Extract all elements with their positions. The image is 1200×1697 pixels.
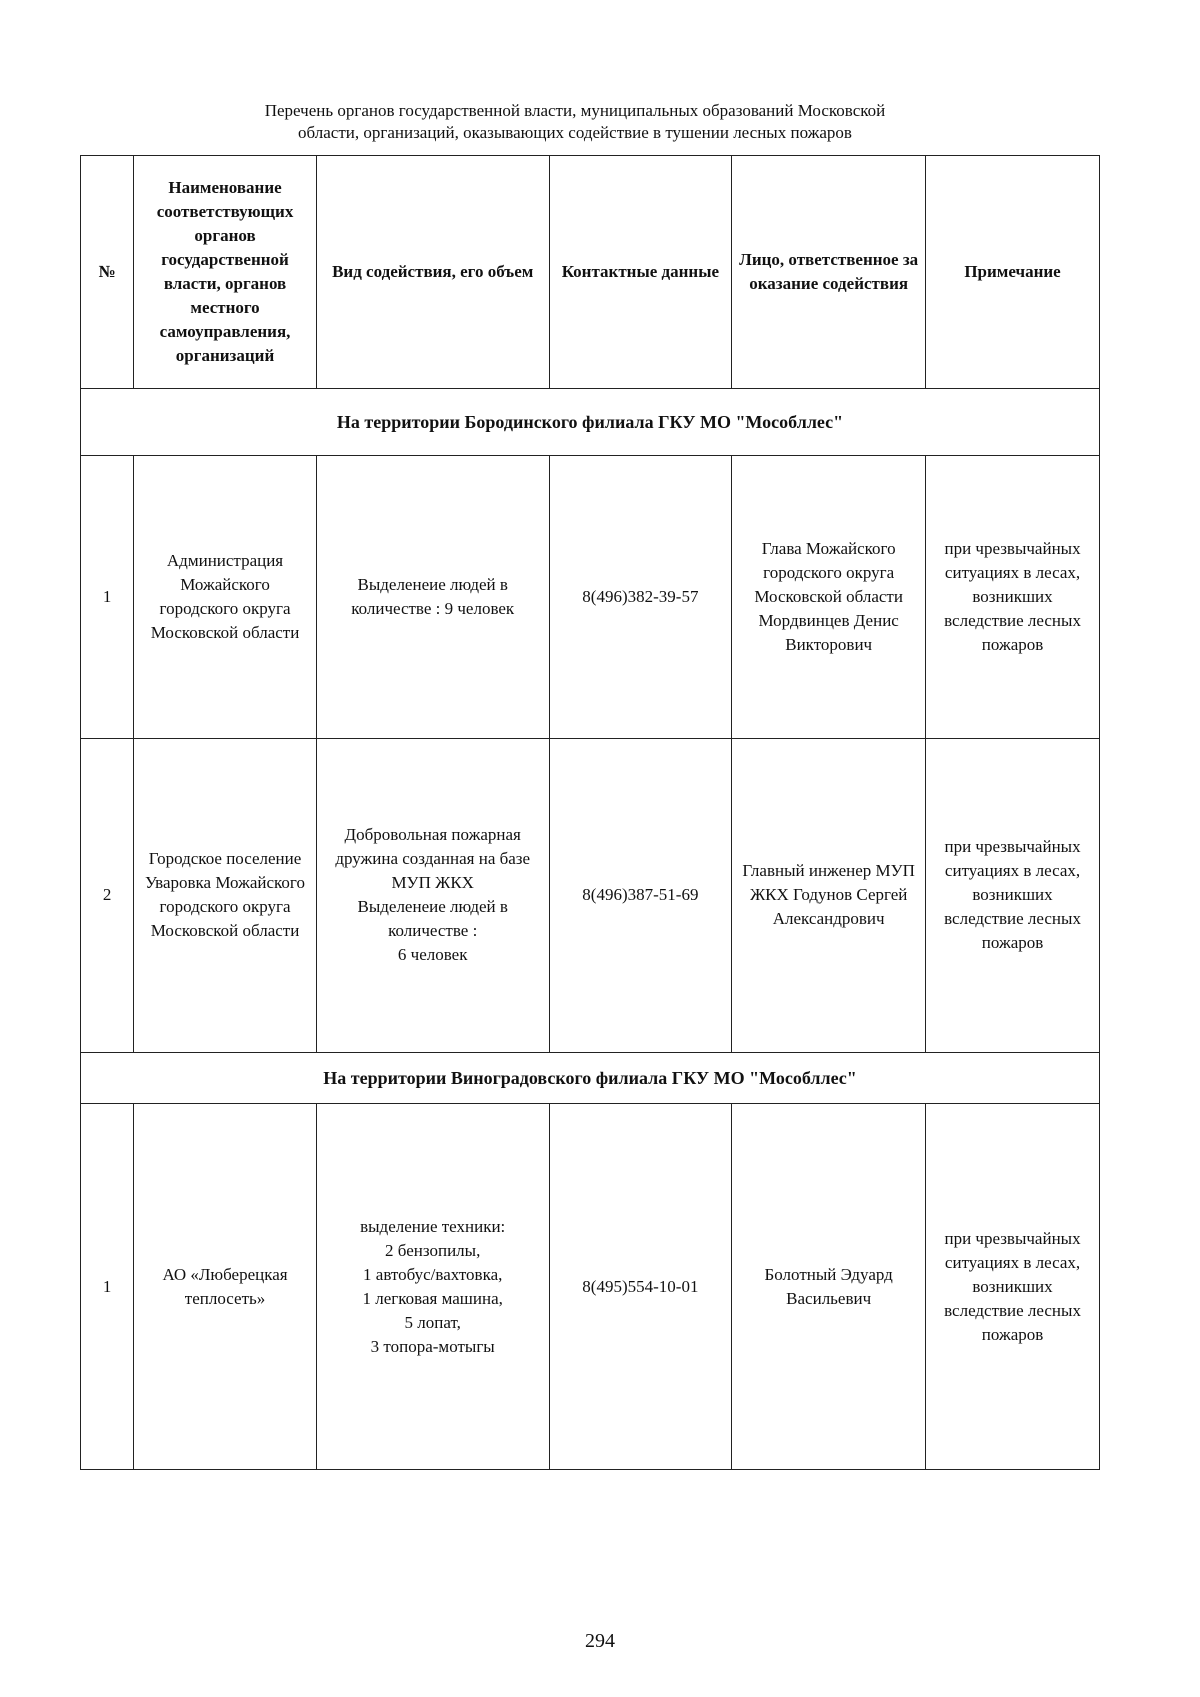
header-kind: Вид содействия, его объем [316, 156, 549, 389]
document-title [170, 100, 980, 144]
section-title-vinogradovo: На территории Виноградовского филиала ГКУ МО "Мособллес" [81, 1052, 1100, 1104]
row-person: Глава Можайского городского округа Московской области Мордвинцев Денис Викторович [732, 455, 926, 738]
table-row [81, 1104, 1100, 1470]
row-kind [316, 1104, 549, 1470]
table-row [81, 455, 1100, 738]
row-contacts: 8(495)554-10-01 [549, 1104, 732, 1470]
row-note: при чрезвычайных ситуациях в лесах, возникших вследствие лесных пожаров [926, 738, 1100, 1052]
row-kind-line: 1 легковая машина, [362, 1288, 503, 1308]
row-kind-line: 5 лопат, [404, 1312, 461, 1332]
row-note: при чрезвычайных ситуациях в лесах, возникших вследствие лесных пожаров [926, 1104, 1100, 1470]
row-name: Администрация Можайского городского округа Московской области [134, 455, 317, 738]
row-num: 1 [81, 455, 134, 738]
section-row-borodino [81, 388, 1100, 455]
row-num: 2 [81, 738, 134, 1052]
row-person: Болотный Эдуард Васильевич [732, 1104, 926, 1470]
row-kind-line: 2 бензопилы, [385, 1240, 481, 1260]
row-num: 1 [81, 1104, 134, 1470]
row-kind-line: 6 человек [397, 945, 468, 965]
section-row-vinogradovo [81, 1052, 1100, 1104]
row-kind-line: 3 топора-мотыгы [370, 1336, 495, 1356]
row-kind-line: Добровольная пожарная дружина созданная на базе МУП ЖКХ [335, 825, 531, 893]
row-kind [316, 738, 549, 1052]
row-contacts: 8(496)387-51-69 [549, 738, 732, 1052]
assistance-table [80, 155, 1100, 1470]
header-contacts: Контактные данные [549, 156, 732, 389]
header-note: Примечание [926, 156, 1100, 389]
title-line-2: области, организаций, оказывающих содействие в тушении лесных пожаров [298, 123, 852, 142]
row-kind-line: 1 автобус/вахтовка, [363, 1264, 503, 1284]
section-title-borodino: На территории Бородинского филиала ГКУ МО "Мособллес" [81, 388, 1100, 455]
row-name: АО «Люберецкая теплосеть» [134, 1104, 317, 1470]
header-row [81, 156, 1100, 389]
row-kind-line: выделение техники: [360, 1216, 506, 1236]
table-row [81, 738, 1100, 1052]
row-person: Главный инженер МУП ЖКХ Годунов Сергей Александрович [732, 738, 926, 1052]
row-kind-line: Выделенеие людей в количестве : [357, 897, 508, 941]
title-line-1: Перечень органов государственной власти, муниципальных образований Московской [264, 101, 886, 120]
row-kind: Выделенеие людей в количестве : 9 человек [316, 455, 549, 738]
page-number: 294 [585, 1630, 615, 1652]
row-note: при чрезвычайных ситуациях в лесах, возникших вследствие лесных пожаров [926, 455, 1100, 738]
row-name: Городское поселение Уваровка Можайского городского округа Московской области [134, 738, 317, 1052]
header-person: Лицо, ответственное за оказание содействия [732, 156, 926, 389]
row-contacts: 8(496)382-39-57 [549, 455, 732, 738]
header-name: Наименование соответствующих органов государственной власти, органов местного самоуправления, организаций [134, 156, 317, 389]
header-num: № [81, 156, 134, 389]
